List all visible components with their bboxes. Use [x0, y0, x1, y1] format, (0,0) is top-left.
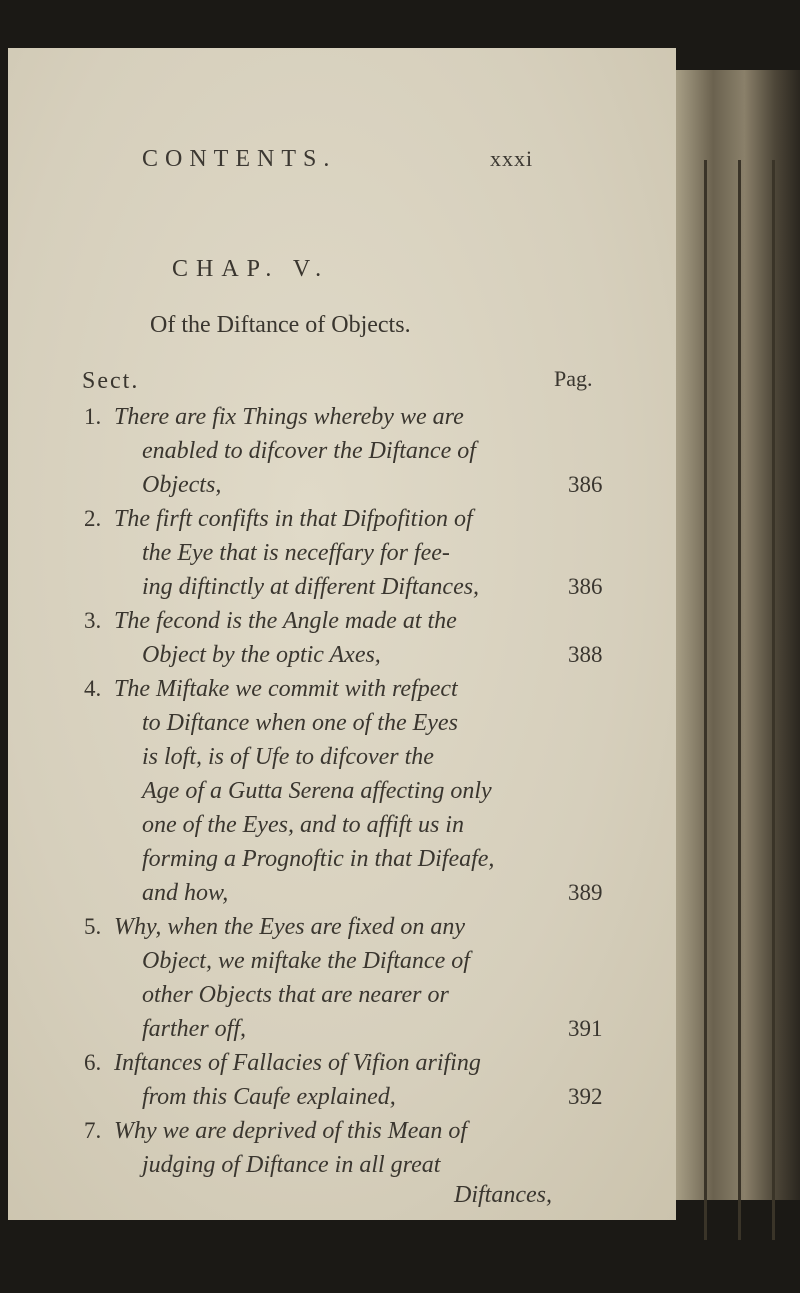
entry-line: judging of Diftance in all great [142, 1152, 441, 1178]
entry-number: 2. [84, 506, 102, 531]
entry-number: 1. [84, 404, 102, 429]
entry-line: to Diftance when one of the Eyes [142, 710, 458, 736]
book-gutter [676, 70, 800, 1200]
entry-line: Inftances of Fallacies of Vifion arifing [114, 1050, 481, 1076]
entry-line: forming a Prognoftic in that Difeafe, [142, 846, 495, 872]
entry-page-number: 391 [568, 1016, 603, 1041]
entry-number: 6. [84, 1050, 102, 1075]
entry-page-number: 392 [568, 1084, 603, 1109]
entry-line: The fecond is the Angle made at the [114, 608, 457, 634]
entry-line: There are fix Things whereby we are [114, 404, 464, 430]
entry-line: is loft, is of Ufe to difcover the [142, 744, 434, 770]
entry-line: Age of a Gutta Serena affecting only [142, 778, 492, 804]
entry-line: Why, when the Eyes are fixed on any [114, 914, 465, 940]
pag-label: Pag. [554, 366, 593, 391]
entry-page-number: 386 [568, 574, 603, 599]
entry-line: The firft confifts in that Difpofition of [114, 506, 473, 532]
entry-page-number: 386 [568, 472, 603, 497]
entry-line: Objects, [142, 472, 222, 498]
entry-line: enabled to difcover the Diftance of [142, 438, 476, 464]
entry-line: The Miftake we commit with refpect [114, 676, 458, 702]
entry-line: and how, [142, 880, 229, 906]
entry-number: 5. [84, 914, 102, 939]
entry-line: ing diftinctly at different Diftances, [142, 574, 480, 600]
chapter-subtitle: Of the Diftance of Objects. [150, 312, 411, 338]
entry-line: farther off, [142, 1016, 247, 1042]
entry-page-number: 388 [568, 642, 603, 667]
gutter-stripe [704, 160, 707, 1240]
entry-line: Why we are deprived of this Mean of [114, 1118, 468, 1144]
folio: xxxi [490, 146, 534, 171]
sect-label: Sect. [82, 368, 140, 394]
entry-number: 3. [84, 608, 102, 633]
gutter-stripe [772, 160, 775, 1240]
running-head: CONTENTS. [142, 146, 337, 172]
gutter-stripe [738, 160, 741, 1240]
entry-line: one of the Eyes, and to affift us in [142, 812, 464, 838]
entry-line: the Eye that is neceffary for fee- [142, 540, 450, 566]
entry-line: Diftances, [454, 1182, 552, 1208]
entry-line: Object, we miftake the Diftance of [142, 948, 470, 974]
chapter-title: CHAP. V. [172, 256, 330, 282]
entry-line: other Objects that are nearer or [142, 982, 449, 1008]
entry-line: from this Caufe explained, [142, 1084, 396, 1110]
entry-page-number: 389 [568, 880, 603, 905]
entry-number: 4. [84, 676, 102, 701]
entry-line: Object by the optic Axes, [142, 642, 381, 668]
entry-number: 7. [84, 1118, 102, 1143]
